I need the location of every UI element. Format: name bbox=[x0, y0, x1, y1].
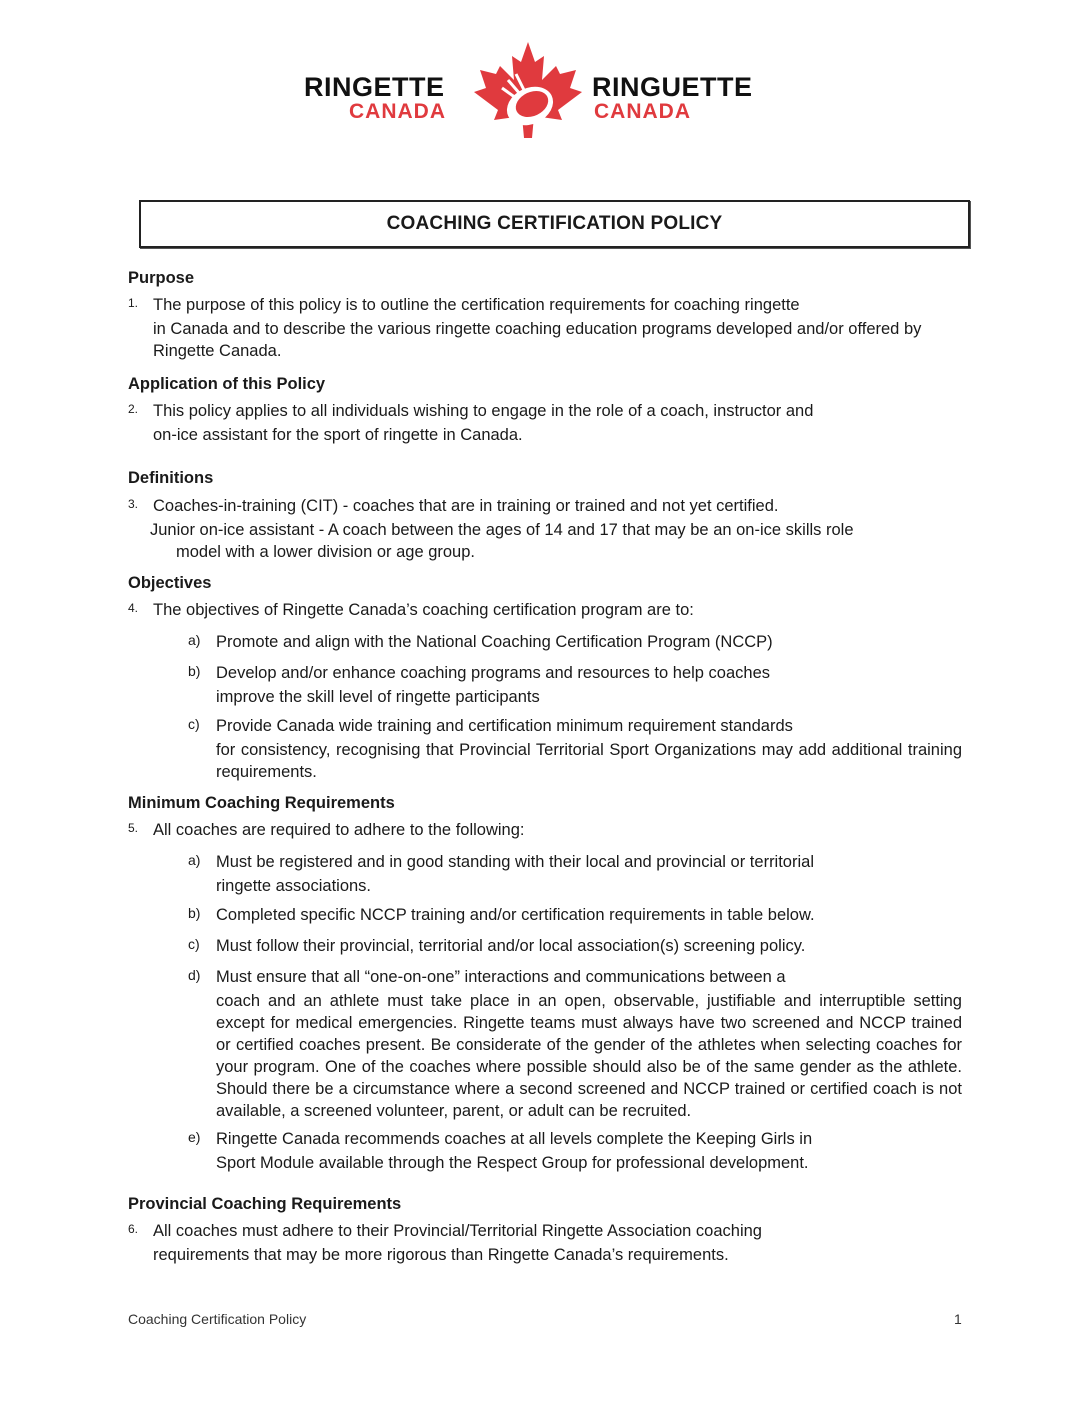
section-heading-minimum-requirements: Minimum Coaching Requirements bbox=[128, 794, 395, 812]
paragraph-number: 3. bbox=[128, 497, 139, 511]
document-body bbox=[128, 268, 962, 1266]
paragraph-number: 4. bbox=[128, 601, 139, 615]
paragraph-1: 1. The purpose of this policy is to outline the certification requirements for coaching ringette in Canada and to describe the various ringette coaching education programs developed and/or offered by Ringette Canada. bbox=[128, 292, 962, 362]
paragraph-5: 5. All coaches are required to adhere to the following: bbox=[128, 817, 962, 843]
logo-text-canada-fr: CANADA bbox=[594, 100, 691, 123]
document-title-box bbox=[139, 200, 970, 248]
paragraph-number: 1. bbox=[128, 296, 139, 310]
logo-text-ringette: RINGETTE bbox=[304, 72, 445, 102]
requirement-item-c: c) Must follow their provincial, territorial and/or local association(s) screening policy. bbox=[188, 936, 806, 955]
section-heading-purpose: Purpose bbox=[128, 269, 195, 287]
section-heading-objectives: Objectives bbox=[128, 574, 212, 592]
maple-leaf-ring-icon bbox=[472, 40, 584, 140]
paragraph-number: 5. bbox=[128, 821, 139, 835]
requirement-item-b: b) Completed specific NCCP training and/or certification requirements in table below. bbox=[188, 905, 815, 924]
paragraph-4: 4. The objectives of Ringette Canada’s coaching certification program are to: bbox=[128, 597, 962, 623]
requirement-item-e: e) Ringette Canada recommends coaches at all levels complete the Keeping Girls in Sport Module available through the Respect Group for professional development. bbox=[188, 1129, 813, 1172]
paragraph-6: 6. All coaches must adhere to their Provincial/Territorial Ringette Association coaching requirements that may be more rigorous than Ringette Canada’s requirements. bbox=[128, 1218, 962, 1266]
paragraph-3: 3. Coaches-in-training (CIT) - coaches that are in training or trained and not yet certified. bbox=[128, 493, 962, 519]
section-heading-definitions: Definitions bbox=[128, 469, 214, 487]
section-heading-provincial-requirements: Provincial Coaching Requirements bbox=[128, 1195, 402, 1213]
paragraph-2: 2. This policy applies to all individuals wishing to engage in the role of a coach, instructor and on-ice assistant for the sport of ringette in Canada. bbox=[128, 398, 962, 446]
objective-item-a: a) Promote and align with the National Coaching Certification Program (NCCP) bbox=[188, 632, 773, 651]
objective-item-b: b) Develop and/or enhance coaching programs and resources to help coaches improve the skill level of ringette participants bbox=[188, 663, 771, 706]
logo-text-canada-en: CANADA bbox=[349, 100, 446, 123]
paragraph-number: 6. bbox=[128, 1222, 139, 1236]
document-title: COACHING CERTIFICATION POLICY bbox=[386, 213, 723, 234]
requirement-item-d: d) Must ensure that all “one-on-one” interactions and communications between a coach and an athlete must take place in an open, observable, justifiable and interruptible setting except for medical emergencies. Ringette teams must always have two screened and NCCP trained or certified coaches present. Be considerate of the gender of the athletes when selecting coaches for your program. One of the coaches where possible should also be of the same gender as the athlete. Should there be a circumstance where a second screened and NCCP trained or certified coach is not available, a screened volunteer, parent, or adult can be recruited. bbox=[188, 967, 962, 1120]
logo-text-ringuette: RINGUETTE bbox=[592, 72, 753, 102]
footer-page-number: 1 bbox=[954, 1311, 962, 1327]
definition-junior-assistant: Junior on-ice assistant - A coach between the ages of 14 and 17 that may be an on-ice skills role model with a lower division or age group. bbox=[150, 521, 854, 561]
requirement-item-a: a) Must be registered and in good standing with their local and provincial or territorial ringette associations. bbox=[188, 852, 814, 895]
ringette-canada-logo bbox=[300, 40, 780, 140]
objective-item-c: c) Provide Canada wide training and certification minimum requirement standards for consistency, recognising that Provincial Territorial Sport Organizations may add additional training requirements. bbox=[188, 716, 962, 781]
footer-document-name: Coaching Certification Policy bbox=[128, 1311, 307, 1327]
section-heading-application: Application of this Policy bbox=[128, 375, 326, 393]
paragraph-number: 2. bbox=[128, 402, 139, 416]
